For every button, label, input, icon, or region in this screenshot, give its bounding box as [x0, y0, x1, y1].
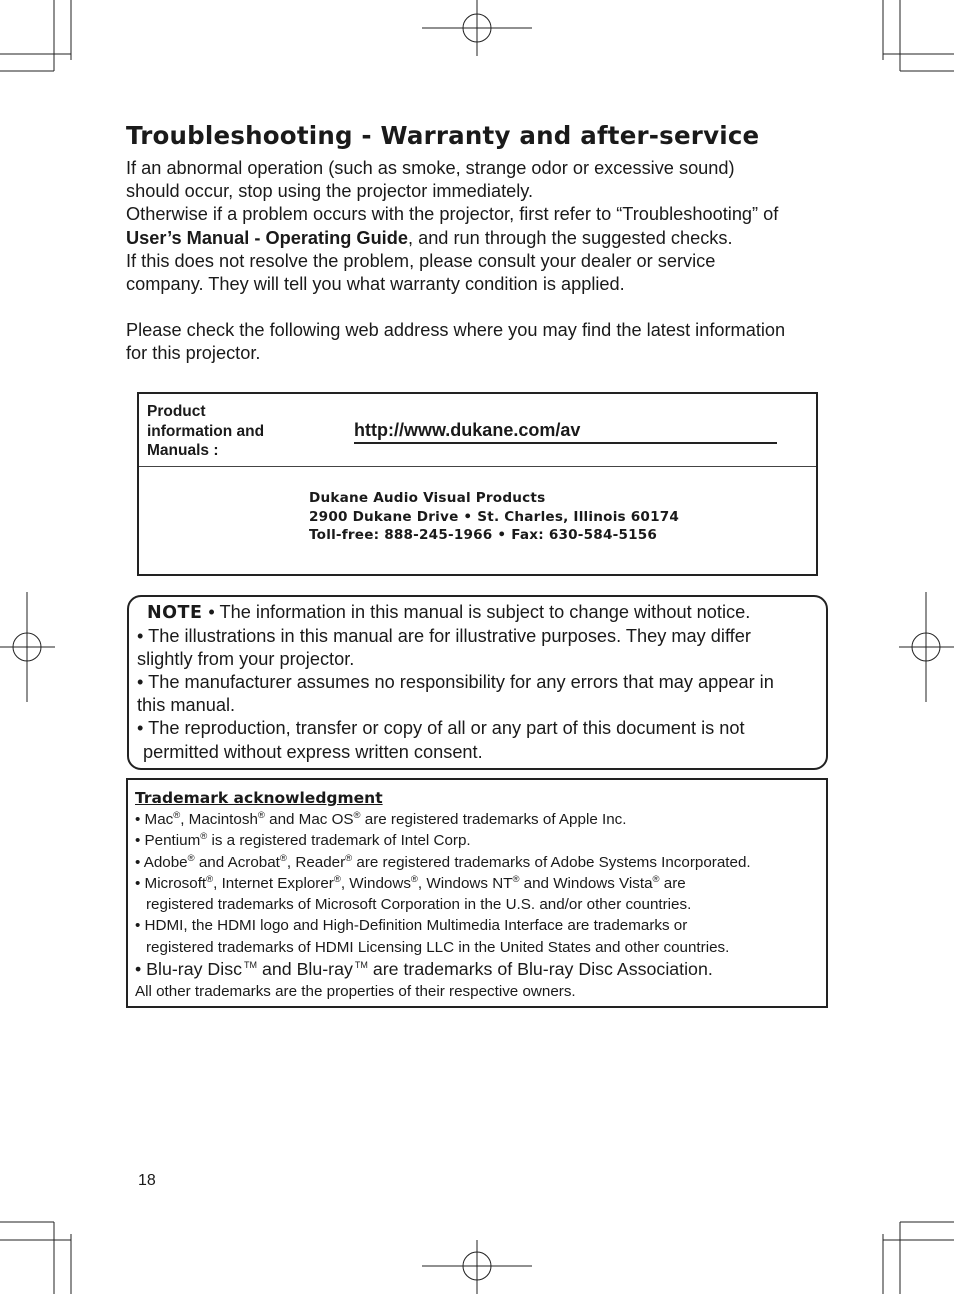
intro-line: for this projector.: [126, 343, 261, 364]
tm-text: are registered trademarks of Adobe Systems Incorporated.: [352, 853, 751, 871]
label-line: information and: [147, 422, 265, 440]
product-info-row: [139, 394, 816, 467]
intro-line: If an abnormal operation (such as smoke, strange odor or excessive sound): [126, 158, 735, 178]
page-number: 18: [138, 1172, 156, 1189]
note-tag: NOTE: [147, 603, 203, 623]
trademark-line: [135, 873, 826, 894]
tm-text: and Mac OS: [264, 811, 354, 828]
note-item: • The reproduction, transfer or copy of all or any part of this document is not: [137, 718, 745, 739]
intro-text-span: , and run through the suggested checks.: [407, 227, 733, 248]
registered-mark: ®: [257, 810, 265, 821]
tm-text: , Internet Explorer: [213, 874, 334, 892]
registered-mark: ®: [279, 852, 287, 864]
registered-mark: ®: [353, 810, 361, 821]
product-url-link[interactable]: http://www.dukane.com/av: [354, 420, 777, 444]
tm-text: • Pentium: [135, 832, 201, 850]
tm-text: • Microsoft: [135, 874, 207, 892]
trademark-line: [135, 809, 826, 830]
label-line: Product: [147, 403, 206, 420]
trademark-mark: TM: [244, 960, 258, 971]
tm-text: and Blu-ray: [257, 959, 353, 980]
trademark-line: registered trademarks of Microsoft Corporation in the U.S. and/or other countries.: [146, 896, 692, 914]
tm-text: are registered trademarks of Apple Inc.: [360, 811, 627, 828]
paragraph-gap: [126, 296, 836, 319]
address-line: 2900 Dukane Drive • St. Charles, Illinois 60174: [309, 508, 680, 525]
tm-text: • Mac: [135, 811, 174, 828]
tm-text: , Windows NT: [417, 874, 513, 892]
intro-line: [126, 227, 836, 250]
registered-mark: ®: [173, 810, 181, 821]
tm-text: and Windows Vista: [519, 874, 653, 892]
trademark-line: • HDMI, the HDMI logo and High-Definition Multimedia Interface are trademarks or: [135, 917, 688, 935]
registered-mark: ®: [187, 852, 195, 864]
intro-line: should occur, stop using the projector immediately.: [126, 181, 534, 202]
registered-mark: ®: [410, 873, 418, 885]
manual-reference: User’s Manual - Operating Guide: [126, 227, 408, 248]
registered-mark: ®: [200, 831, 208, 843]
page-title: Troubleshooting - Warranty and after-service: [126, 121, 760, 150]
trademark-line: [135, 958, 826, 981]
registered-mark: ®: [345, 852, 353, 864]
product-info-box: [137, 392, 818, 576]
tm-text: and Acrobat: [194, 853, 280, 871]
registered-mark: ®: [206, 873, 214, 885]
note-item: slightly from your projector.: [137, 649, 355, 670]
trademark-box: [126, 778, 828, 1008]
note-text: • The information in this manual is subject to change without notice.: [208, 602, 751, 622]
note-box: [127, 595, 828, 770]
intro-line: Otherwise if a problem occurs with the projector, first refer to “Troubleshooting” of: [126, 204, 779, 225]
tm-text: are: [659, 874, 686, 892]
trademark-mark: TM: [354, 960, 368, 971]
intro-text: [126, 157, 836, 366]
product-info-label: [147, 402, 307, 461]
trademark-line: registered trademarks of HDMI Licensing LLC in the United States and other countries.: [146, 938, 730, 956]
trademark-heading: Trademark acknowledgment: [135, 789, 383, 807]
registered-mark: ®: [652, 873, 660, 885]
note-item: • The manufacturer assumes no responsibility for any errors that may appear in: [137, 672, 774, 693]
trademark-line: [135, 852, 826, 873]
address-line: Dukane Audio Visual Products: [309, 490, 546, 506]
tm-text: • Adobe: [135, 853, 188, 871]
tm-text: are trademarks of Blu-ray Disc Association.: [367, 959, 713, 980]
label-line: Manuals :: [147, 442, 219, 459]
note-item: [137, 601, 818, 625]
tm-text: , Reader: [286, 853, 346, 871]
note-item: this manual.: [137, 695, 236, 716]
note-item: permitted without express written consent.: [143, 741, 483, 762]
tm-text: is a registered trademark of Intel Corp.: [207, 832, 471, 850]
address-line: Toll-free: 888-245-1966 • Fax: 630-584-5156: [309, 527, 658, 543]
registered-mark: ®: [333, 873, 341, 885]
company-address: [309, 489, 679, 545]
intro-line: company. They will tell you what warranty condition is applied.: [126, 274, 625, 295]
note-item: • The illustrations in this manual are for illustrative purposes. They may differ: [137, 626, 751, 647]
intro-line: If this does not resolve the problem, please consult your dealer or service: [126, 250, 716, 271]
tm-text: , Windows: [340, 874, 411, 892]
tm-text: • Blu-ray Disc: [135, 959, 243, 980]
trademark-line: [135, 830, 826, 851]
tm-text: , Macintosh: [180, 811, 258, 828]
trademark-footer: All other trademarks are the properties of their respective owners.: [135, 983, 576, 1001]
intro-line: Please check the following web address where you may find the latest information: [126, 320, 786, 341]
registered-mark: ®: [512, 873, 520, 885]
